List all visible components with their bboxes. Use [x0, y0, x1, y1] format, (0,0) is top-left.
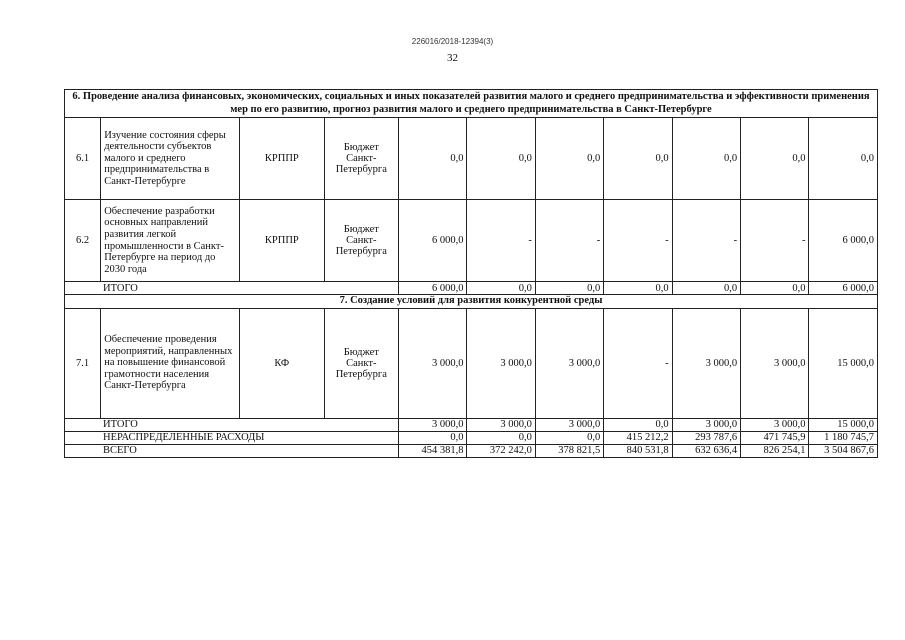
unallocated-label: НЕРАСПРЕДЕЛЕННЫЕ РАСХОДЫ [65, 431, 399, 444]
total-value: 0,0 [604, 282, 672, 295]
table-row [65, 200, 878, 282]
value-cell: 0,0 [467, 118, 535, 200]
total-value: 826 254,1 [741, 444, 809, 457]
value-cell: 0,0 [399, 118, 467, 200]
total-value: 0,0 [467, 282, 535, 295]
total-row [65, 418, 878, 431]
funding-source: Бюджет Санкт-Петербурга [324, 118, 398, 200]
total-value: 0,0 [604, 418, 672, 431]
table-row [65, 118, 878, 200]
value-cell: - [604, 308, 672, 418]
value-cell: 0,0 [809, 118, 878, 200]
value-cell: - [535, 200, 603, 282]
value-cell: 0,0 [604, 118, 672, 200]
executor: КФ [240, 308, 325, 418]
total-value: 3 504 867,6 [809, 444, 878, 457]
value-cell: 3 000,0 [741, 308, 809, 418]
value-cell: - [672, 200, 740, 282]
section-header-row [65, 90, 878, 118]
total-value: 15 000,0 [809, 418, 878, 431]
document-id: 226016/2018-12394(3) [411, 37, 494, 46]
total-row [65, 282, 878, 295]
measure-name: Изучение состояния сферы деятельности субъектов малого и среднего предпринимательства в Санкт-Петербурге [101, 118, 240, 200]
row-number: 7.1 [65, 308, 101, 418]
total-label: ИТОГО [65, 418, 399, 431]
value-cell: 3 000,0 [672, 308, 740, 418]
grand-total-label: ВСЕГО [65, 444, 399, 457]
row-number: 6.1 [65, 118, 101, 200]
budget-table [64, 89, 878, 458]
section-header-row [65, 295, 878, 309]
total-label: ИТОГО [65, 282, 399, 295]
value-cell: - [741, 200, 809, 282]
total-value: 0,0 [672, 282, 740, 295]
value-cell: 0,0 [672, 118, 740, 200]
total-value: 3 000,0 [672, 418, 740, 431]
total-value: 454 381,8 [399, 444, 467, 457]
page-number: 32 [447, 52, 458, 64]
measure-name: Обеспечение проведения мероприятий, направленных на повышение финансовой грамотности населения Санкт-Петербурга [101, 308, 240, 418]
value-cell: 15 000,0 [809, 308, 878, 418]
total-value: 6 000,0 [399, 282, 467, 295]
total-value: 1 180 745,7 [809, 431, 878, 444]
total-value: 0,0 [535, 282, 603, 295]
section-6-title: 6. Проведение анализа финансовых, экономических, социальных и иных показателей развития малого и среднего предпринимательства и эффективности применения мер по его развитию, прогноз развития малого и среднего предпринимательства в Санкт-Петербурге [65, 90, 878, 118]
measure-name: Обеспечение разработки основных направлений развития легкой промышленности в Санкт-Петербурге на период до 2030 года [101, 200, 240, 282]
total-value: 372 242,0 [467, 444, 535, 457]
funding-source: Бюджет Санкт-Петербурга [324, 308, 398, 418]
total-value: 0,0 [741, 282, 809, 295]
value-cell: 0,0 [741, 118, 809, 200]
total-value: 471 745,9 [741, 431, 809, 444]
executor: КРППР [240, 118, 325, 200]
total-value: 840 531,8 [604, 444, 672, 457]
total-value: 3 000,0 [399, 418, 467, 431]
total-value: 6 000,0 [809, 282, 878, 295]
total-value: 3 000,0 [741, 418, 809, 431]
section-7-title: 7. Создание условий для развития конкурентной среды [65, 295, 878, 309]
funding-source: Бюджет Санкт-Петербурга [324, 200, 398, 282]
row-number: 6.2 [65, 200, 101, 282]
value-cell: 3 000,0 [467, 308, 535, 418]
executor: КРППР [240, 200, 325, 282]
value-cell: 3 000,0 [535, 308, 603, 418]
total-value: 632 636,4 [672, 444, 740, 457]
total-value: 415 212,2 [604, 431, 672, 444]
total-value: 0,0 [399, 431, 467, 444]
value-cell: 6 000,0 [399, 200, 467, 282]
value-cell: 6 000,0 [809, 200, 878, 282]
unallocated-row [65, 431, 878, 444]
total-value: 293 787,6 [672, 431, 740, 444]
total-value: 3 000,0 [535, 418, 603, 431]
value-cell: - [467, 200, 535, 282]
total-value: 0,0 [467, 431, 535, 444]
value-cell: 3 000,0 [399, 308, 467, 418]
value-cell: 0,0 [535, 118, 603, 200]
value-cell: - [604, 200, 672, 282]
total-value: 378 821,5 [535, 444, 603, 457]
total-value: 0,0 [535, 431, 603, 444]
table-row [65, 308, 878, 418]
grand-total-row [65, 444, 878, 457]
total-value: 3 000,0 [467, 418, 535, 431]
